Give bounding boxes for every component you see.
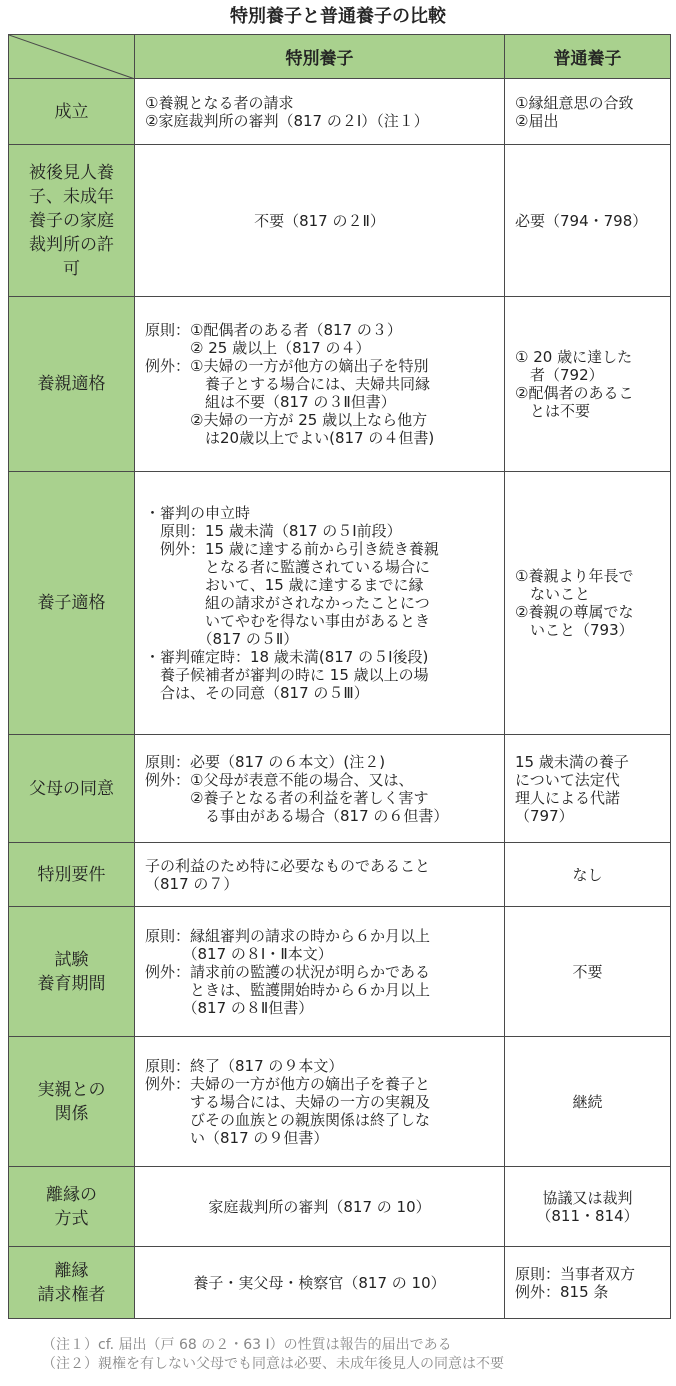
ordinary-cell (505, 843, 671, 907)
row-label-line: 子、未成年 (29, 186, 114, 207)
ordinary-cell (505, 1037, 671, 1167)
special-cell (135, 1037, 505, 1167)
special-cell-line: 養子・実父母・検察官（817 の 10） (193, 1273, 446, 1292)
special-cell (135, 472, 505, 735)
ordinary-cell-line: 協議又は裁判 (542, 1188, 633, 1207)
ordinary-cell-line: なし (572, 865, 603, 884)
row-label-line: 養親適格 (37, 374, 106, 394)
ordinary-cell-line: とは不要 (515, 402, 591, 420)
ordinary-cell-line: ②届出 (515, 111, 559, 130)
row-label-line: 被後見人養 (29, 162, 114, 183)
ordinary-cell (505, 735, 671, 843)
ordinary-cell (505, 145, 671, 297)
special-cell-line: する場合には、夫婦の一方の実親及 (145, 1092, 431, 1111)
special-cell-line: ②夫婦の一方が 25 歳以上なら他方 (145, 411, 428, 429)
ordinary-cell-line: （797） (515, 806, 574, 825)
special-cell-line: （817 の８Ⅱ但書） (145, 998, 314, 1017)
row-fubo-doi (9, 735, 671, 843)
row-label (9, 1167, 135, 1247)
ordinary-cell-line: 例外：815 条 (515, 1282, 609, 1301)
special-cell-line: 養子とする場合には、夫婦共同縁 (145, 375, 431, 393)
special-cell-line: ② 25 歳以上（817 の４） (145, 339, 371, 357)
footnotes (42, 1336, 504, 1374)
row-label-line: 関係 (54, 1103, 89, 1124)
ordinary-cell (505, 472, 671, 735)
row-label-line: 離縁の (46, 1184, 97, 1205)
special-cell (135, 843, 505, 907)
row-label-line: 父母の同意 (29, 778, 114, 799)
row-label (9, 1247, 135, 1319)
row-label-line: 成立 (54, 101, 89, 122)
special-cell-line: 例外：夫婦の一方が他方の嫡出子を養子と (145, 1074, 431, 1093)
special-cell-line: い（817 の９但書） (145, 1128, 329, 1147)
row-label (9, 907, 135, 1037)
row-yoshi-tekikaku (9, 472, 671, 735)
ordinary-cell-line: について法定代 (515, 770, 620, 789)
ordinary-cell (505, 1247, 671, 1319)
ordinary-cell-line: ①養親より年長で (515, 567, 634, 585)
special-cell (135, 145, 505, 297)
row-label-line: 裁判所の許 (29, 234, 114, 255)
special-cell (135, 79, 505, 145)
ordinary-cell-line: 理人による代諾 (515, 788, 621, 807)
row-shiken-yoiku (9, 907, 671, 1037)
ordinary-cell-line: ないこと (515, 585, 591, 603)
diagonal-line (9, 35, 135, 79)
ordinary-cell-line: いこと（793） (515, 621, 634, 639)
special-cell-line: 原則：必要（817 の６本文）(注２) (145, 752, 386, 771)
row-rien-seikyuken (9, 1247, 671, 1319)
special-cell-line: 組の請求がされなかったことにつ (145, 594, 430, 612)
special-cell (135, 1247, 505, 1319)
footnote-2: （注２）親権を有しない父母でも同意は必要、未成年後見人の同意は不要 (42, 1356, 504, 1372)
special-cell (135, 907, 505, 1037)
row-label-line: 実親との (37, 1079, 106, 1100)
page-title: 特別養子と普通養子の比較 (230, 6, 446, 27)
row-jitsuoya-kankei (9, 1037, 671, 1167)
special-cell (135, 735, 505, 843)
special-cell (135, 297, 505, 472)
special-cell-line: 原則：15 歳未満（817 の５Ⅰ前段） (145, 522, 402, 540)
header-row (9, 35, 671, 79)
special-cell-line: ②養子となる者の利益を著しく害す (145, 788, 429, 807)
row-label (9, 1037, 135, 1167)
row-label-line: 養育期間 (37, 973, 106, 994)
row-tokubetsu-yoken (9, 843, 671, 907)
special-cell-line: る事由がある場合（817 の６但書） (145, 806, 449, 825)
footnote-1: （注１）cf. 届出（戸 68 の２・63 Ⅰ）の性質は報告的届出である (42, 1337, 452, 1353)
ordinary-cell (505, 79, 671, 145)
row-label-line: 可 (63, 258, 80, 279)
special-cell-line: （817 の７） (145, 874, 239, 893)
row-label-line: 養子の家庭 (29, 210, 114, 231)
row-label (9, 79, 135, 145)
row-label-line: 方式 (54, 1208, 89, 1229)
row-label (9, 297, 135, 472)
row-label-line: 請求権者 (37, 1284, 106, 1305)
ordinary-cell-line: ①縁組意思の合致 (515, 93, 634, 112)
ordinary-cell (505, 1167, 671, 1247)
special-cell-line: 原則：縁組審判の請求の時から６か月以上 (145, 926, 431, 945)
ordinary-cell-line: 不要 (572, 962, 603, 981)
special-cell-line: 原則：終了（817 の９本文） (145, 1056, 344, 1075)
ordinary-cell-line: 15 歳未満の養子 (515, 752, 629, 771)
row-label-line: 特別要件 (37, 864, 106, 885)
special-cell (135, 1167, 505, 1247)
ordinary-cell (505, 297, 671, 472)
row-label (9, 735, 135, 843)
row-seiritsu (9, 79, 671, 145)
ordinary-cell-line: 原則：当事者双方 (515, 1264, 636, 1283)
row-kyoka (9, 145, 671, 297)
special-cell-line: ②家庭裁判所の審判（817 の２Ⅰ）（注１） (145, 111, 429, 130)
header-ordinary: 普通養子 (505, 35, 671, 79)
row-label (9, 472, 135, 735)
special-cell-line: ときは、監護開始時から６か月以上 (145, 980, 431, 999)
row-label (9, 843, 135, 907)
row-yoshin-tekikaku (9, 297, 671, 472)
special-cell-line: となる者に監護されている場合に (145, 558, 431, 576)
special-cell-line: 例外：15 歳に達する前から引き続き養親 (145, 540, 439, 558)
special-cell-line: ・審判確定時：18 歳未満(817 の５Ⅰ後段) (145, 648, 429, 666)
special-cell-line: びその血族との親族関係は終了しな (145, 1110, 431, 1129)
row-label (9, 145, 135, 297)
ordinary-cell-line: ②養親の尊属でな (515, 603, 634, 621)
special-cell-line: （817 の８Ⅰ・Ⅱ本文） (145, 944, 333, 963)
special-cell-line: 子の利益のため特に必要なものであること (145, 856, 431, 875)
special-cell-line: は20歳以上でよい(817 の４但書) (145, 429, 435, 447)
special-cell-line: 養子候補者が審判の時に 15 歳以上の場 (145, 666, 429, 684)
row-label-line: 養子適格 (37, 593, 106, 613)
ordinary-cell (505, 907, 671, 1037)
header-special: 特別養子 (135, 35, 505, 79)
special-cell-line: 例外：①夫婦の一方が他方の嫡出子を特別 (145, 357, 429, 375)
special-cell-line: 合は、その同意（817 の５Ⅲ） (145, 684, 369, 702)
ordinary-cell-line: ②配偶者のあるこ (515, 384, 634, 402)
special-cell-line: 例外：①父母が表意不能の場合、又は、 (145, 770, 414, 789)
special-cell-line: （817 の５Ⅱ） (145, 630, 299, 648)
ordinary-cell-line: ① 20 歳に達した (515, 348, 633, 366)
special-cell-line: いてやむを得ない事由があるとき (145, 612, 431, 630)
special-cell-line: 不要（817 の２Ⅱ） (254, 211, 385, 230)
row-label-line: 離縁 (54, 1260, 89, 1281)
special-cell-line: 例外：請求前の監護の状況が明らかである (145, 962, 431, 981)
ordinary-cell-line: 者（792） (515, 366, 604, 384)
comparison-table (8, 34, 671, 1319)
row-rien-hoshiki (9, 1167, 671, 1247)
special-cell-line: おいて、15 歳に達するまでに縁 (145, 576, 424, 594)
corner-cell (9, 35, 135, 79)
special-cell-line: ①養親となる者の請求 (145, 93, 294, 112)
special-cell-line: 家庭裁判所の審判（817 の 10） (208, 1197, 431, 1216)
special-cell-line: 組は不要（817 の３Ⅱ但書） (145, 393, 396, 411)
ordinary-cell-line: （811・814） (536, 1206, 639, 1225)
row-label-line: 試験 (54, 949, 89, 970)
ordinary-cell-line: 必要（794・798） (515, 211, 648, 230)
special-cell-line: 原則：①配偶者のある者（817 の３） (145, 321, 402, 339)
ordinary-cell-line: 継続 (572, 1092, 603, 1111)
special-cell-line: ・審判の申立時 (145, 504, 251, 522)
